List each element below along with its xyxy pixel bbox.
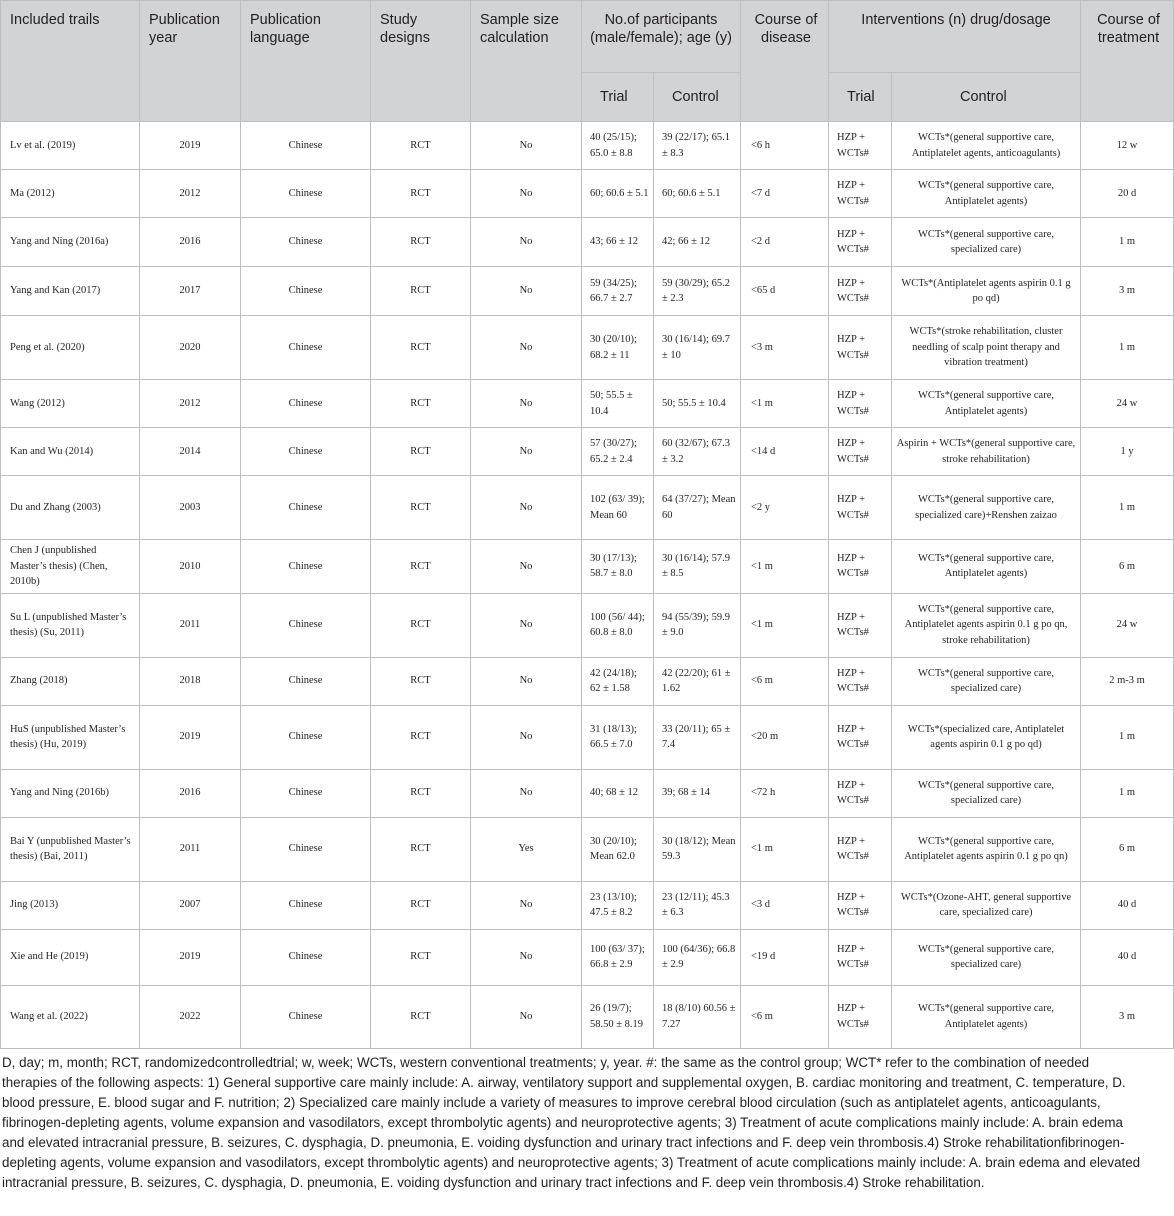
trial-name-cell: Wang et al. (2022) bbox=[1, 985, 140, 1048]
trial-name-cell: Su L (unpublished Master’s thesis) (Su, 2011) bbox=[1, 593, 140, 657]
publication-year-cell: 2010 bbox=[140, 540, 241, 594]
header-interventions: Interventions (n) drug/dosage bbox=[829, 1, 1081, 73]
trial-name-cell: Peng et al. (2020) bbox=[1, 316, 140, 380]
table-row bbox=[1, 267, 1174, 316]
course-of-treatment-cell: 40 d bbox=[1081, 929, 1174, 985]
trial-name-cell: Zhang (2018) bbox=[1, 657, 140, 705]
study-design-cell: RCT bbox=[371, 218, 471, 267]
header-included-trails: Included trails bbox=[1, 1, 140, 122]
table-row bbox=[1, 170, 1174, 218]
intervention-control-cell: WCTs*(stroke rehabilitation, cluster needling of scalp point therapy and vibration treatment) bbox=[892, 316, 1081, 380]
publication-year-cell: 2019 bbox=[140, 122, 241, 170]
course-of-treatment-cell: 3 m bbox=[1081, 985, 1174, 1048]
sample-size-calculation-cell: No bbox=[471, 380, 582, 428]
course-of-disease-cell: <3 d bbox=[741, 881, 829, 929]
study-design-cell: RCT bbox=[371, 705, 471, 769]
sample-size-calculation-cell: No bbox=[471, 428, 582, 476]
participants-trial-cell: 30 (20/10); Mean 62.0 bbox=[582, 817, 654, 881]
course-of-treatment-cell: 1 m bbox=[1081, 476, 1174, 540]
sample-size-calculation-cell: No bbox=[471, 985, 582, 1048]
study-design-cell: RCT bbox=[371, 316, 471, 380]
course-of-disease-cell: <14 d bbox=[741, 428, 829, 476]
publication-year-cell: 2012 bbox=[140, 380, 241, 428]
course-of-disease-cell: <6 m bbox=[741, 657, 829, 705]
publication-language-cell: Chinese bbox=[241, 428, 371, 476]
participants-control-cell: 39; 68 ± 14 bbox=[654, 769, 741, 817]
trial-name-cell: Yang and Kan (2017) bbox=[1, 267, 140, 316]
publication-year-cell: 2020 bbox=[140, 316, 241, 380]
intervention-trial-cell: HZP + WCTs# bbox=[829, 769, 892, 817]
course-of-disease-cell: <6 h bbox=[741, 122, 829, 170]
participants-control-cell: 59 (30/29); 65.2 ± 2.3 bbox=[654, 267, 741, 316]
table-row bbox=[1, 122, 1174, 170]
course-of-disease-cell: <19 d bbox=[741, 929, 829, 985]
study-design-cell: RCT bbox=[371, 593, 471, 657]
publication-year-cell: 2017 bbox=[140, 267, 241, 316]
study-design-cell: RCT bbox=[371, 170, 471, 218]
participants-control-cell: 42; 66 ± 12 bbox=[654, 218, 741, 267]
participants-trial-cell: 31 (18/13); 66.5 ± 7.0 bbox=[582, 705, 654, 769]
study-design-cell: RCT bbox=[371, 929, 471, 985]
participants-control-cell: 42 (22/20); 61 ± 1.62 bbox=[654, 657, 741, 705]
sample-size-calculation-cell: No bbox=[471, 540, 582, 594]
intervention-control-cell: WCTs*(general supportive care, specialized care) bbox=[892, 657, 1081, 705]
intervention-trial-cell: HZP + WCTs# bbox=[829, 657, 892, 705]
subheader-interventions-trial: Trial bbox=[829, 73, 892, 122]
course-of-treatment-cell: 6 m bbox=[1081, 817, 1174, 881]
trial-name-cell: Xie and He (2019) bbox=[1, 929, 140, 985]
intervention-control-cell: WCTs*(general supportive care, Antiplatelet agents aspirin 0.1 g po qn) bbox=[892, 817, 1081, 881]
intervention-control-cell: WCTs*(general supportive care, Antiplatelet agents, anticoagulants) bbox=[892, 122, 1081, 170]
participants-control-cell: 60; 60.6 ± 5.1 bbox=[654, 170, 741, 218]
trial-name-cell: Ma (2012) bbox=[1, 170, 140, 218]
course-of-disease-cell: <6 m bbox=[741, 985, 829, 1048]
participants-trial-cell: 50; 55.5 ± 10.4 bbox=[582, 380, 654, 428]
table-row bbox=[1, 428, 1174, 476]
intervention-trial-cell: HZP + WCTs# bbox=[829, 817, 892, 881]
course-of-treatment-cell: 3 m bbox=[1081, 267, 1174, 316]
intervention-trial-cell: HZP + WCTs# bbox=[829, 267, 892, 316]
intervention-control-cell: WCTs*(general supportive care, Antiplatelet agents) bbox=[892, 380, 1081, 428]
trial-name-cell: Jing (2013) bbox=[1, 881, 140, 929]
course-of-treatment-cell: 1 m bbox=[1081, 705, 1174, 769]
study-design-cell: RCT bbox=[371, 769, 471, 817]
sample-size-calculation-cell: No bbox=[471, 929, 582, 985]
participants-control-cell: 33 (20/11); 65 ± 7.4 bbox=[654, 705, 741, 769]
publication-language-cell: Chinese bbox=[241, 881, 371, 929]
course-of-treatment-cell: 1 y bbox=[1081, 428, 1174, 476]
participants-control-cell: 30 (18/12); Mean 59.3 bbox=[654, 817, 741, 881]
publication-year-cell: 2011 bbox=[140, 593, 241, 657]
participants-trial-cell: 30 (17/13); 58.7 ± 8.0 bbox=[582, 540, 654, 594]
header-publication-year: Publication year bbox=[140, 1, 241, 122]
intervention-control-cell: WCTs*(general supportive care, Antiplatelet agents aspirin 0.1 g po qn, stroke rehabilitation) bbox=[892, 593, 1081, 657]
header-sample-size: Sample size calculation bbox=[471, 1, 582, 122]
intervention-trial-cell: HZP + WCTs# bbox=[829, 428, 892, 476]
intervention-control-cell: WCTs*(general supportive care, Antiplatelet agents) bbox=[892, 170, 1081, 218]
intervention-control-cell: WCTs*(specialized care, Antiplatelet agents aspirin 0.1 g po qd) bbox=[892, 705, 1081, 769]
course-of-disease-cell: <72 h bbox=[741, 769, 829, 817]
publication-language-cell: Chinese bbox=[241, 540, 371, 594]
study-design-cell: RCT bbox=[371, 540, 471, 594]
participants-trial-cell: 40; 68 ± 12 bbox=[582, 769, 654, 817]
publication-year-cell: 2003 bbox=[140, 476, 241, 540]
publication-language-cell: Chinese bbox=[241, 817, 371, 881]
header-publication-language: Publication language bbox=[241, 1, 371, 122]
table-row bbox=[1, 593, 1174, 657]
sample-size-calculation-cell: No bbox=[471, 657, 582, 705]
course-of-treatment-cell: 24 w bbox=[1081, 380, 1174, 428]
publication-year-cell: 2007 bbox=[140, 881, 241, 929]
publication-year-cell: 2022 bbox=[140, 985, 241, 1048]
participants-trial-cell: 57 (30/27); 65.2 ± 2.4 bbox=[582, 428, 654, 476]
study-design-cell: RCT bbox=[371, 817, 471, 881]
course-of-disease-cell: <1 m bbox=[741, 593, 829, 657]
course-of-disease-cell: <1 m bbox=[741, 817, 829, 881]
table-row bbox=[1, 476, 1174, 540]
sample-size-calculation-cell: Yes bbox=[471, 817, 582, 881]
header-course-of-treatment: Course of treatment bbox=[1081, 1, 1174, 122]
publication-language-cell: Chinese bbox=[241, 657, 371, 705]
study-design-cell: RCT bbox=[371, 380, 471, 428]
table-row bbox=[1, 881, 1174, 929]
publication-year-cell: 2016 bbox=[140, 218, 241, 267]
sample-size-calculation-cell: No bbox=[471, 593, 582, 657]
publication-language-cell: Chinese bbox=[241, 985, 371, 1048]
participants-trial-cell: 40 (25/15); 65.0 ± 8.8 bbox=[582, 122, 654, 170]
course-of-treatment-cell: 1 m bbox=[1081, 218, 1174, 267]
intervention-trial-cell: HZP + WCTs# bbox=[829, 122, 892, 170]
study-design-cell: RCT bbox=[371, 428, 471, 476]
intervention-trial-cell: HZP + WCTs# bbox=[829, 316, 892, 380]
publication-language-cell: Chinese bbox=[241, 705, 371, 769]
table-row bbox=[1, 985, 1174, 1048]
trial-name-cell: Lv et al. (2019) bbox=[1, 122, 140, 170]
table-row bbox=[1, 817, 1174, 881]
participants-trial-cell: 60; 60.6 ± 5.1 bbox=[582, 170, 654, 218]
participants-control-cell: 94 (55/39); 59.9 ± 9.0 bbox=[654, 593, 741, 657]
publication-language-cell: Chinese bbox=[241, 380, 371, 428]
table-row bbox=[1, 316, 1174, 380]
publication-year-cell: 2019 bbox=[140, 705, 241, 769]
participants-control-cell: 30 (16/14); 57.9 ± 8.5 bbox=[654, 540, 741, 594]
participants-control-cell: 60 (32/67); 67.3 ± 3.2 bbox=[654, 428, 741, 476]
intervention-trial-cell: HZP + WCTs# bbox=[829, 476, 892, 540]
sample-size-calculation-cell: No bbox=[471, 769, 582, 817]
trial-name-cell: Wang (2012) bbox=[1, 380, 140, 428]
course-of-disease-cell: <2 d bbox=[741, 218, 829, 267]
participants-trial-cell: 100 (63/ 37); 66.8 ± 2.9 bbox=[582, 929, 654, 985]
table-footnote: D, day; m, month; RCT, randomizedcontrolledtrial; w, week; WCTs, western conventional treatments; y, year. #: the same as the control group; WCT* refer to the combination of needed therapies of the following aspects: 1) General supportive care mainly include: A. airway, ventilatory support and supplemental oxygen, B. cardiac monitoring and treatment, C. temperature, D. blood pressure, E. blood sugar and F. nutrition; 2) Specialized care mainly include a variety of measures to improve cerebral blood circulation (such as antiplatelet agents, anticoagulants, fibrinogen-depleting agents, volume expansion and vasodilators, except thrombolytic agents) and neuroprotective agents; 3) Treatment of acute complications mainly include: A. brain edema and elevated intracranial pressure, B. seizures, C. dysphagia, D. pneumonia, E. voiding dysfunction and urinary tract infections and F. deep vein thrombosis.4) Stroke rehabilitationfibrinogen-depleting agents, volume expansion and vasodilators, except thrombolytic agents) and neuroprotective agents; 3) Treatment of acute complications mainly include: A. brain edema and elevated intracranial pressure, B. seizures, C. dysphagia, D. pneumonia, E. voiding dysfunction and urinary tract infections and F. deep vein thrombosis.4) Stroke rehabilitation. bbox=[2, 1054, 1141, 1190]
study-design-cell: RCT bbox=[371, 985, 471, 1048]
participants-trial-cell: 100 (56/ 44); 60.8 ± 8.0 bbox=[582, 593, 654, 657]
participants-control-cell: 50; 55.5 ± 10.4 bbox=[654, 380, 741, 428]
intervention-control-cell: Aspirin + WCTs*(general supportive care, stroke rehabilitation) bbox=[892, 428, 1081, 476]
course-of-treatment-cell: 1 m bbox=[1081, 316, 1174, 380]
publication-year-cell: 2012 bbox=[140, 170, 241, 218]
participants-control-cell: 64 (37/27); Mean 60 bbox=[654, 476, 741, 540]
table-row bbox=[1, 769, 1174, 817]
study-design-cell: RCT bbox=[371, 657, 471, 705]
publication-language-cell: Chinese bbox=[241, 170, 371, 218]
sample-size-calculation-cell: No bbox=[471, 705, 582, 769]
participants-trial-cell: 26 (19/7); 58.50 ± 8.19 bbox=[582, 985, 654, 1048]
table-row bbox=[1, 218, 1174, 267]
sample-size-calculation-cell: No bbox=[471, 881, 582, 929]
participants-trial-cell: 102 (63/ 39); Mean 60 bbox=[582, 476, 654, 540]
trial-name-cell: Kan and Wu (2014) bbox=[1, 428, 140, 476]
publication-year-cell: 2011 bbox=[140, 817, 241, 881]
intervention-control-cell: WCTs*(Ozone-AHT, general supportive care, specialized care) bbox=[892, 881, 1081, 929]
course-of-treatment-cell: 24 w bbox=[1081, 593, 1174, 657]
subheader-interventions-control: Control bbox=[892, 73, 1081, 122]
participants-control-cell: 39 (22/17); 65.1 ± 8.3 bbox=[654, 122, 741, 170]
course-of-disease-cell: <7 d bbox=[741, 170, 829, 218]
intervention-trial-cell: HZP + WCTs# bbox=[829, 881, 892, 929]
sample-size-calculation-cell: No bbox=[471, 218, 582, 267]
participants-trial-cell: 43; 66 ± 12 bbox=[582, 218, 654, 267]
publication-language-cell: Chinese bbox=[241, 122, 371, 170]
participants-trial-cell: 30 (20/10); 68.2 ± 11 bbox=[582, 316, 654, 380]
course-of-treatment-cell: 12 w bbox=[1081, 122, 1174, 170]
participants-control-cell: 30 (16/14); 69.7 ± 10 bbox=[654, 316, 741, 380]
intervention-control-cell: WCTs*(general supportive care, Antiplatelet agents) bbox=[892, 985, 1081, 1048]
study-design-cell: RCT bbox=[371, 476, 471, 540]
publication-language-cell: Chinese bbox=[241, 316, 371, 380]
table-row bbox=[1, 380, 1174, 428]
study-design-cell: RCT bbox=[371, 267, 471, 316]
course-of-disease-cell: <2 y bbox=[741, 476, 829, 540]
participants-trial-cell: 42 (24/18); 62 ± 1.58 bbox=[582, 657, 654, 705]
participants-control-cell: 18 (8/10) 60.56 ± 7.27 bbox=[654, 985, 741, 1048]
intervention-trial-cell: HZP + WCTs# bbox=[829, 985, 892, 1048]
header-study-designs: Study designs bbox=[371, 1, 471, 122]
intervention-control-cell: WCTs*(general supportive care, specialized care) bbox=[892, 929, 1081, 985]
intervention-trial-cell: HZP + WCTs# bbox=[829, 218, 892, 267]
trial-name-cell: HuS (unpublished Master’s thesis) (Hu, 2019) bbox=[1, 705, 140, 769]
participants-control-cell: 100 (64/36); 66.8 ± 2.9 bbox=[654, 929, 741, 985]
trial-name-cell: Bai Y (unpublished Master’s thesis) (Bai, 2011) bbox=[1, 817, 140, 881]
intervention-trial-cell: HZP + WCTs# bbox=[829, 593, 892, 657]
course-of-disease-cell: <3 m bbox=[741, 316, 829, 380]
intervention-trial-cell: HZP + WCTs# bbox=[829, 170, 892, 218]
trial-name-cell: Du and Zhang (2003) bbox=[1, 476, 140, 540]
course-of-disease-cell: <20 m bbox=[741, 705, 829, 769]
participants-trial-cell: 23 (13/10); 47.5 ± 8.2 bbox=[582, 881, 654, 929]
intervention-control-cell: WCTs*(Antiplatelet agents aspirin 0.1 g po qd) bbox=[892, 267, 1081, 316]
table-row bbox=[1, 657, 1174, 705]
header-course-of-disease: Course of disease bbox=[741, 1, 829, 122]
intervention-control-cell: WCTs*(general supportive care, specialized care) bbox=[892, 769, 1081, 817]
sample-size-calculation-cell: No bbox=[471, 122, 582, 170]
table-row bbox=[1, 540, 1174, 594]
subheader-participants-control: Control bbox=[654, 73, 741, 122]
participants-trial-cell: 59 (34/25); 66.7 ± 2.7 bbox=[582, 267, 654, 316]
table-row bbox=[1, 705, 1174, 769]
course-of-treatment-cell: 6 m bbox=[1081, 540, 1174, 594]
header-participants: No.of participants (male/female); age (y) bbox=[582, 1, 741, 73]
publication-language-cell: Chinese bbox=[241, 769, 371, 817]
sample-size-calculation-cell: No bbox=[471, 476, 582, 540]
publication-language-cell: Chinese bbox=[241, 218, 371, 267]
study-design-cell: RCT bbox=[371, 122, 471, 170]
publication-year-cell: 2018 bbox=[140, 657, 241, 705]
trial-name-cell: Yang and Ning (2016b) bbox=[1, 769, 140, 817]
sample-size-calculation-cell: No bbox=[471, 267, 582, 316]
publication-year-cell: 2019 bbox=[140, 929, 241, 985]
course-of-treatment-cell: 2 m-3 m bbox=[1081, 657, 1174, 705]
publication-year-cell: 2016 bbox=[140, 769, 241, 817]
publication-year-cell: 2014 bbox=[140, 428, 241, 476]
course-of-disease-cell: <1 m bbox=[741, 540, 829, 594]
publication-language-cell: Chinese bbox=[241, 476, 371, 540]
sample-size-calculation-cell: No bbox=[471, 170, 582, 218]
study-design-cell: RCT bbox=[371, 881, 471, 929]
course-of-treatment-cell: 20 d bbox=[1081, 170, 1174, 218]
course-of-disease-cell: <1 m bbox=[741, 380, 829, 428]
trial-name-cell: Yang and Ning (2016a) bbox=[1, 218, 140, 267]
course-of-treatment-cell: 1 m bbox=[1081, 769, 1174, 817]
subheader-participants-trial: Trial bbox=[582, 73, 654, 122]
trial-name-cell: Chen J (unpublished Master’s thesis) (Chen, 2010b) bbox=[1, 540, 140, 594]
course-of-disease-cell: <65 d bbox=[741, 267, 829, 316]
intervention-trial-cell: HZP + WCTs# bbox=[829, 705, 892, 769]
participants-control-cell: 23 (12/11); 45.3 ± 6.3 bbox=[654, 881, 741, 929]
course-of-treatment-cell: 40 d bbox=[1081, 881, 1174, 929]
intervention-trial-cell: HZP + WCTs# bbox=[829, 540, 892, 594]
intervention-control-cell: WCTs*(general supportive care, specialized care) bbox=[892, 218, 1081, 267]
intervention-trial-cell: HZP + WCTs# bbox=[829, 929, 892, 985]
publication-language-cell: Chinese bbox=[241, 929, 371, 985]
intervention-control-cell: WCTs*(general supportive care, Antiplatelet agents) bbox=[892, 540, 1081, 594]
intervention-trial-cell: HZP + WCTs# bbox=[829, 380, 892, 428]
sample-size-calculation-cell: No bbox=[471, 316, 582, 380]
publication-language-cell: Chinese bbox=[241, 267, 371, 316]
table-row bbox=[1, 929, 1174, 985]
intervention-control-cell: WCTs*(general supportive care, specialized care)+Renshen zaizao bbox=[892, 476, 1081, 540]
publication-language-cell: Chinese bbox=[241, 593, 371, 657]
